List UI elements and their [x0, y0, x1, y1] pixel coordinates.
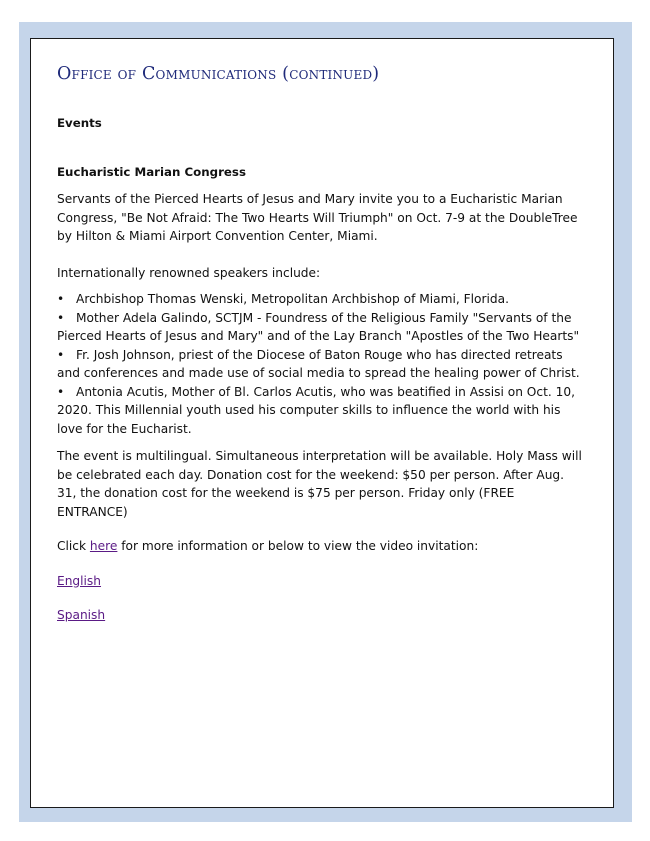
list-item: [57, 383, 587, 439]
speaker-text: Antonia Acutis, Mother of Bl. Carlos Acutis, who was beatified in Assisi on Oct. 10, 2020. This Millennial youth used his computer skills to influence the world with his love for the Eucharist.: [57, 384, 576, 436]
details-paragraph: The event is multilingual. Simultaneous interpretation will be available. Holy Mass will be celebrated each day. Donation cost for the weekend: $50 per person. After Aug. 31, the donation cost for the weekend is $75 per person. Friday only (FREE ENTRANCE): [57, 449, 582, 519]
speaker-text: Mother Adela Galindo, SCTJM - Foundress of the Religious Family "Servants of the Pierced Hearts of Jesus and Mary" and of the Lay Branch "Apostles of the Two Hearts": [57, 310, 580, 343]
english-line: [57, 572, 587, 591]
bullet-icon: •: [57, 292, 65, 306]
spanish-video-link[interactable]: Spanish: [57, 608, 106, 622]
bullet-icon: •: [57, 384, 65, 399]
speakers-list: [57, 290, 587, 438]
bullet-icon: •: [57, 347, 65, 362]
speaker-text: Archbishop Thomas Wenski, Metropolitan Archbishop of Miami, Florida.: [76, 292, 509, 306]
intro-paragraph: [57, 190, 587, 246]
list-item: [57, 290, 587, 309]
more-info-line: [57, 537, 587, 556]
page-content: [57, 114, 587, 641]
list-item: [57, 309, 587, 346]
click-prefix: Click: [57, 539, 90, 553]
intro-text: Servants of the Pierced Hearts of Jesus and Mary invite you to a Eucharistic Marian Congress, "Be Not Afraid: The Two Hearts Will Triumph" on Oct. 7-9 at the: [57, 192, 563, 225]
event-title: Eucharistic Marian Congress: [57, 164, 246, 179]
spanish-line: [57, 606, 587, 625]
venue-text: DoubleTree by Hilton & Miami Airport Convention Center, Miami.: [57, 210, 578, 243]
list-item: [57, 346, 587, 383]
bullet-icon: •: [57, 310, 65, 325]
page-title: Office of Communications (continued): [57, 64, 380, 84]
speaker-text: Fr. Josh Johnson, priest of the Diocese of Baton Rouge who has directed retreats and conferences and made use of social media to spread the healing power of Christ.: [57, 347, 580, 380]
click-suffix: for more information or below to view the video invitation:: [117, 539, 479, 553]
here-link[interactable]: here: [89, 539, 118, 553]
english-video-link[interactable]: English: [57, 573, 102, 588]
section-heading: Events: [57, 116, 102, 130]
speakers-intro: Internationally renowned speakers include:: [57, 265, 321, 280]
